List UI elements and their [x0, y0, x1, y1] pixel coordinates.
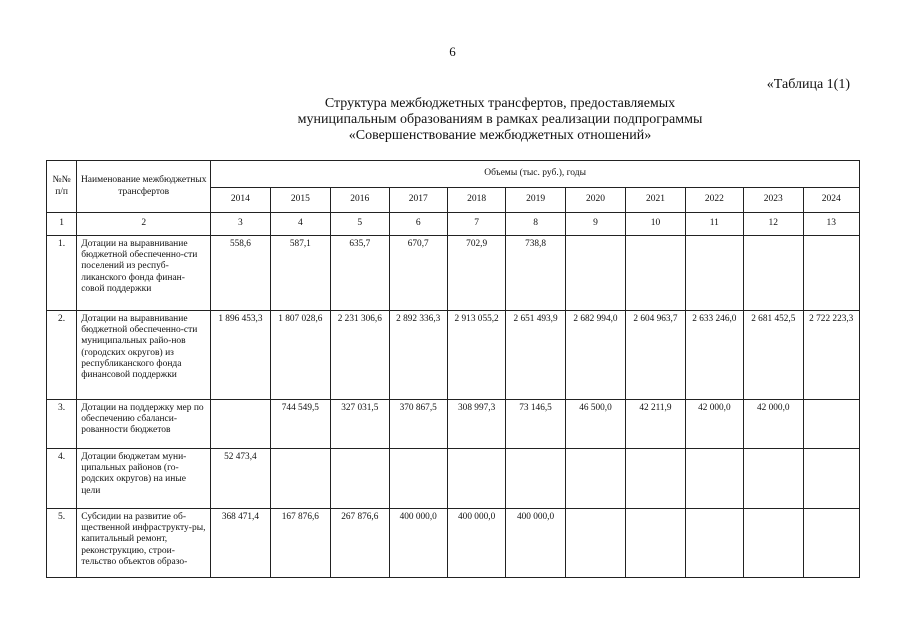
column-number: 10: [626, 213, 685, 236]
value-cell: [685, 236, 743, 311]
row-name: Субсидии на развитие об-щественной инфраструкту-ры, капитальный ремонт, реконструкцию, строи-тельство объектов образо-: [77, 509, 211, 578]
value-cell: [331, 449, 389, 509]
value-cell: [447, 449, 505, 509]
value-cell: [389, 449, 447, 509]
value-cell: 587,1: [270, 236, 330, 311]
value-cell: 1 807 028,6: [270, 311, 330, 400]
value-cell: 702,9: [447, 236, 505, 311]
header-year: 2018: [447, 188, 505, 213]
header-year: 2016: [331, 188, 389, 213]
header-year: 2023: [744, 188, 803, 213]
value-cell: 400 000,0: [506, 509, 565, 578]
page-number: 6: [449, 44, 456, 59]
column-number: 9: [565, 213, 625, 236]
column-number: 13: [803, 213, 859, 236]
value-cell: [565, 509, 625, 578]
value-cell: 73 146,5: [506, 400, 565, 449]
row-index: 2.: [47, 311, 77, 400]
header-year: 2024: [803, 188, 859, 213]
value-cell: 2 892 336,3: [389, 311, 447, 400]
row-name: Дотации на выравнивание бюджетной обеспеченно-сти муниципальных райо-нов (городских округов) из республиканского фонда финансовой поддержки: [77, 311, 211, 400]
value-cell: [744, 236, 803, 311]
value-cell: 46 500,0: [565, 400, 625, 449]
value-cell: 2 682 994,0: [565, 311, 625, 400]
value-cell: [626, 509, 685, 578]
column-number: 8: [506, 213, 565, 236]
value-cell: [565, 449, 625, 509]
value-cell: 1 896 453,3: [211, 311, 270, 400]
value-cell: 2 913 055,2: [447, 311, 505, 400]
row-name: Дотации на выравнивание бюджетной обеспеченно-сти поселений из респуб-ликанского фонда финан-совой поддержки: [77, 236, 211, 311]
value-cell: 2 681 452,5: [744, 311, 803, 400]
column-number: 3: [211, 213, 270, 236]
value-cell: 267 876,6: [331, 509, 389, 578]
title-line: муниципальным образованиям в рамках реализации подпрограммы: [297, 112, 703, 127]
table-row: [47, 311, 860, 400]
value-cell: 2 231 306,6: [331, 311, 389, 400]
value-cell: 370 867,5: [389, 400, 447, 449]
value-cell: [744, 449, 803, 509]
value-cell: [744, 509, 803, 578]
value-cell: 42 000,0: [685, 400, 743, 449]
header-year: 2020: [565, 188, 625, 213]
value-cell: [685, 509, 743, 578]
column-number: 12: [744, 213, 803, 236]
value-cell: 327 031,5: [331, 400, 389, 449]
value-cell: [803, 449, 859, 509]
value-cell: 2 633 246,0: [685, 311, 743, 400]
value-cell: 167 876,6: [270, 509, 330, 578]
title-line: Структура межбюджетных трансфертов, предоставляемых: [324, 96, 676, 111]
value-cell: 308 997,3: [447, 400, 505, 449]
value-cell: 42 000,0: [744, 400, 803, 449]
value-cell: 400 000,0: [389, 509, 447, 578]
value-cell: 744 549,5: [270, 400, 330, 449]
value-cell: [565, 236, 625, 311]
value-cell: [685, 449, 743, 509]
column-number: 11: [685, 213, 743, 236]
value-cell: [506, 449, 565, 509]
value-cell: [211, 400, 270, 449]
row-index: 3.: [47, 400, 77, 449]
value-cell: [626, 449, 685, 509]
value-cell: [626, 236, 685, 311]
header-name: Наименование межбюджетных трансфертов: [77, 161, 211, 213]
column-number: 4: [270, 213, 330, 236]
header-year: 2019: [506, 188, 565, 213]
value-cell: 368 471,4: [211, 509, 270, 578]
header-year: 2022: [685, 188, 743, 213]
value-cell: 400 000,0: [447, 509, 505, 578]
row-index: 1.: [47, 236, 77, 311]
column-number: 1: [47, 213, 77, 236]
column-number: 7: [447, 213, 505, 236]
header-year: 2017: [389, 188, 447, 213]
value-cell: [270, 449, 330, 509]
value-cell: [803, 509, 859, 578]
table-row: [47, 449, 860, 509]
value-cell: [803, 236, 859, 311]
header-year: 2014: [211, 188, 270, 213]
value-cell: 2 722 223,3: [803, 311, 859, 400]
value-cell: [803, 400, 859, 449]
title-line: «Совершенствование межбюджетных отношений»: [348, 128, 652, 143]
table-row: [47, 509, 860, 578]
value-cell: 558,6: [211, 236, 270, 311]
row-name: Дотации на поддержку мер по обеспечению сбаланси-рованности бюджетов: [77, 400, 211, 449]
column-number: 5: [331, 213, 389, 236]
header-num: №№ п/п: [47, 161, 77, 213]
table-row: [47, 400, 860, 449]
header-volumes: Объемы (тыс. руб.), годы: [211, 161, 860, 188]
value-cell: 52 473,4: [211, 449, 270, 509]
value-cell: 2 604 963,7: [626, 311, 685, 400]
table-row: [47, 236, 860, 311]
value-cell: 2 651 493,9: [506, 311, 565, 400]
value-cell: 670,7: [389, 236, 447, 311]
value-cell: 635,7: [331, 236, 389, 311]
header-year: 2015: [270, 188, 330, 213]
row-index: 4.: [47, 449, 77, 509]
row-index: 5.: [47, 509, 77, 578]
table-reference: «Таблица 1(1): [766, 77, 850, 92]
row-name: Дотации бюджетам муни-ципальных районов (го-родских округов) на иные цели: [77, 449, 211, 509]
header-year: 2021: [626, 188, 685, 213]
value-cell: 738,8: [506, 236, 565, 311]
value-cell: 42 211,9: [626, 400, 685, 449]
column-number: 6: [389, 213, 447, 236]
column-number: 2: [77, 213, 211, 236]
transfers-table: [46, 160, 860, 578]
document-title: [230, 96, 770, 144]
